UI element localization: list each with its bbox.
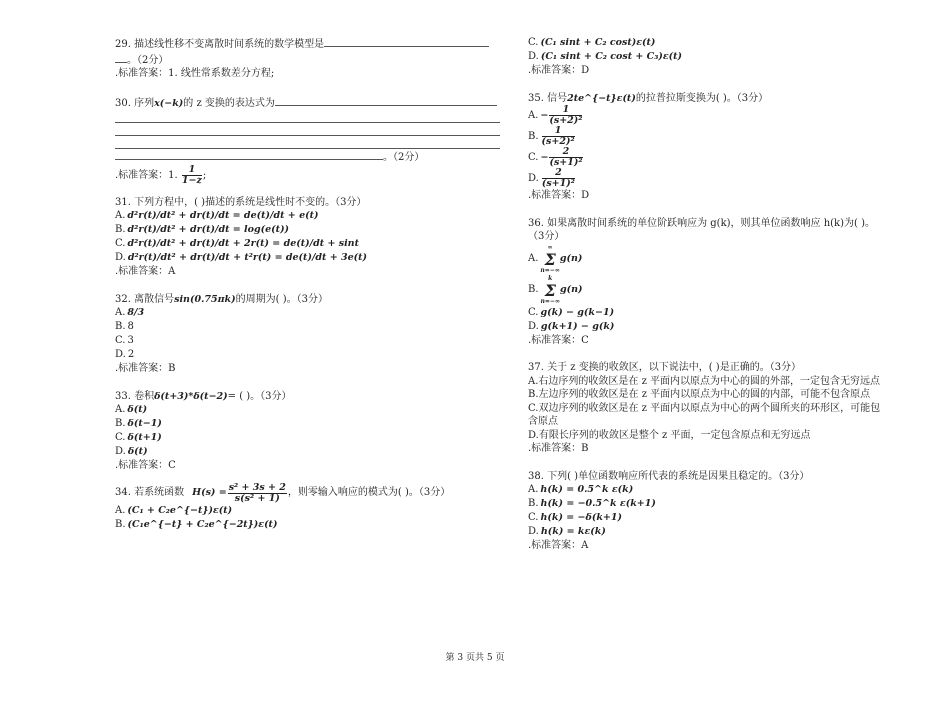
blank-line <box>115 136 500 149</box>
answer: .标准答案：C <box>528 334 589 346</box>
question-37 <box>528 361 883 456</box>
question-text: 31. 下列方程中，( )描述的系统是线性时不变的。（3分） <box>115 196 367 208</box>
score-note: 。（2分） <box>383 152 425 163</box>
option-a[interactable]: A. h(k) = 0.5^k ε(k) <box>528 484 634 496</box>
signal-formula: sin(0.75πk) <box>174 293 236 305</box>
question-35: 35. 信号2te^{−t}ε(t)的拉普拉斯变换为( )。（3分） A. − $\frac{1}{\text{(s+2)²}}$ B. $\frac{1}{\text{(s+2)²}}$ C. − $\frac{2}{\text{(s+1)²}}$ D. $\frac{2}{\text{(s+1)²}}$ .标准答案：D <box>528 92 883 203</box>
option-a[interactable]: A. (C₁ + C₂e^{−t})ε(t) <box>115 504 233 516</box>
option-b[interactable]: B. δ(t−1) <box>115 418 162 430</box>
signal-formula: 2te^{−t}ε(t) <box>567 92 636 104</box>
blank-line <box>115 52 127 63</box>
convolution-formula: δ(t+3)*δ(t−2) <box>154 390 228 402</box>
option-d[interactable]: D. h(k) = kε(k) <box>528 526 606 538</box>
option-d[interactable]: D. (C₁ sint + C₂ cost + C₃)ε(t) <box>528 51 683 63</box>
answer: .标准答案：B <box>528 443 589 454</box>
option-d[interactable]: D. δ(t) <box>115 446 148 458</box>
answer: .标准答案：D <box>528 190 590 201</box>
option-a[interactable]: A. ∞ Σ n=−∞ g(n) <box>528 243 583 274</box>
question-text: 36. 如果离散时间系统的单位阶跃响应为 g(k)，则其单位函数响应 h(k)为( )。（3分） <box>528 217 875 242</box>
question-text: 34. 若系统函数 <box>115 487 185 499</box>
system-function-fraction: $\frac{\text{s² + 3s + 2}}{\text{s(s² + 1)}}$ <box>228 481 286 504</box>
option-b[interactable]: B.左边序列的收敛区是在 z 平面内以原点为中心的圆的内部，可能不包含原点 <box>528 389 871 400</box>
option-b[interactable]: B. 8 <box>115 321 134 333</box>
option-d[interactable]: D. $\frac{2}{\text{(s+1)²}}$ <box>528 167 575 189</box>
option-formula: d²r(t)/dt² + dr(t)/dt + 2r(t) = de(t)/dt + sint <box>127 238 359 250</box>
option-b[interactable]: B. d²r(t)/dt² + dr(t)/dt = log(e(t)) <box>115 224 290 236</box>
option-formula: d²r(t)/dt² + dr(t)/dt = log(e(t)) <box>127 224 290 236</box>
option-a[interactable]: A.右边序列的收敛区是在 z 平面内以原点为中心的圆的外部，一定包含无穷远点 <box>528 375 881 387</box>
question-36 <box>528 217 883 348</box>
question-34-continued <box>528 36 883 78</box>
option-formula: d²r(t)/dt² + dr(t)/dt + t²r(t) = de(t)/dt + 3e(t) <box>127 252 368 264</box>
question-text: 29. 描述线性移不变离散时间系统的数学模型是 <box>115 39 325 50</box>
answer: .标准答案：1. $\frac{1}{1-z}$ ; <box>115 163 207 186</box>
option-formula: d²r(t)/dt² + dr(t)/dt = de(t)/dt + e(t) <box>127 210 319 222</box>
blank-line <box>324 36 489 47</box>
answer: .标准答案：A <box>528 540 589 551</box>
option-c[interactable]: C. δ(t+1) <box>115 432 162 444</box>
blank-line <box>115 110 500 123</box>
option-b[interactable]: B. (C₁e^{−t} + C₂e^{−2t})ε(t) <box>115 518 278 530</box>
left-column <box>115 36 500 532</box>
answer: .标准答案：1. 线性常系数差分方程; <box>115 68 275 79</box>
option-c[interactable]: C. h(k) = −δ(k+1) <box>528 512 622 524</box>
question-text: 38. 下列( )单位函数响应所代表的系统是因果且稳定的。（3分） <box>528 470 810 482</box>
question-34: 34. 若系统函数 H(s) = $\frac{\text{s² + 3s + 2}}{\text{s(s² + 1)}}$ ，则零输入响应的模式为( )。（3分） A. (C₁ + C₂e^{−t})ε(t) B. (C₁e^{−t} + C₂e^{−2t})ε(t) <box>115 483 500 532</box>
sequence-formula: x(−k) <box>154 97 184 109</box>
blank-line <box>115 123 500 136</box>
question-text: 33. 卷积 <box>115 390 155 402</box>
question-32: 32. 离散信号sin(0.75πk)的周期为( )。（3分） A. 8/3 B. 8 C. 3 D. 2 .标准答案：B <box>115 293 500 376</box>
option-c[interactable]: C.双边序列的收敛区是在 z 平面内以原点为中心的两个圆所夹的环形区，可能包含原点 <box>528 402 881 427</box>
question-text: 37. 关于 z 变换的收敛区，以下说法中，( )是正确的。（3分） <box>528 362 802 373</box>
option-c[interactable]: C. d²r(t)/dt² + dr(t)/dt + 2r(t) = de(t)/dt + sint <box>115 238 359 250</box>
option-d[interactable]: D. 2 <box>115 349 135 361</box>
option-c[interactable]: C. − $\frac{2}{\text{(s+1)²}}$ <box>528 146 583 168</box>
blank-line <box>275 95 497 106</box>
answer: .标准答案：A <box>115 266 176 277</box>
question-text: 30. 序列 <box>115 97 155 109</box>
question-text: 35. 信号 <box>528 92 568 104</box>
question-text: 32. 离散信号 <box>115 293 175 305</box>
answer: .标准答案：D <box>528 65 590 76</box>
question-30: 30. 序列x(−k)的 z 变换的表达式为 。（2分） .标准答案：1. $\frac{1}{1-z}$ ; <box>115 95 500 186</box>
option-a[interactable]: A. d²r(t)/dt² + dr(t)/dt = de(t)/dt + e(t) <box>115 210 319 222</box>
option-c[interactable]: C. (C₁ sint + C₂ cost)ε(t) <box>528 37 656 49</box>
option-d[interactable]: D. g(k+1) − g(k) <box>528 320 615 332</box>
answer: .标准答案：C <box>115 460 176 471</box>
option-b[interactable]: B. $\frac{1}{\text{(s+2)²}}$ <box>528 125 575 147</box>
answer: .标准答案：B <box>115 363 176 374</box>
option-a[interactable]: A. δ(t) <box>115 404 148 416</box>
right-column <box>528 36 883 553</box>
option-c[interactable]: C. 3 <box>115 335 134 347</box>
option-a[interactable]: A. 8/3 <box>115 307 145 319</box>
page-footer: 第 3 页共 5 页 <box>445 653 505 663</box>
blank-line <box>115 149 383 160</box>
question-38 <box>528 470 883 553</box>
option-a[interactable]: A. − $\frac{1}{\text{(s+2)²}}$ <box>528 104 583 126</box>
option-b[interactable]: B. h(k) = −0.5^k ε(k+1) <box>528 498 656 510</box>
option-c[interactable]: C. g(k) − g(k−1) <box>528 306 615 318</box>
option-d[interactable]: D. d²r(t)/dt² + dr(t)/dt + t²r(t) = de(t)/dt + 3e(t) <box>115 252 368 264</box>
option-b[interactable]: B. k Σ n=−∞ g(n) <box>528 274 583 305</box>
system-function: H(s) = <box>192 487 227 499</box>
question-29 <box>115 36 500 81</box>
score-note: 。（2分） <box>127 54 169 66</box>
answer-fraction: $\frac{1}{1-z}$ <box>181 163 202 186</box>
question-33: 33. 卷积δ(t+3)*δ(t−2)= ( )。（3分） A. δ(t) B. δ(t−1) C. δ(t+1) D. δ(t) .标准答案：C <box>115 390 500 473</box>
option-d[interactable]: D.有限长序列的收敛区是整个 z 平面，一定包含原点和无穷远点 <box>528 429 811 441</box>
question-31 <box>115 196 500 279</box>
